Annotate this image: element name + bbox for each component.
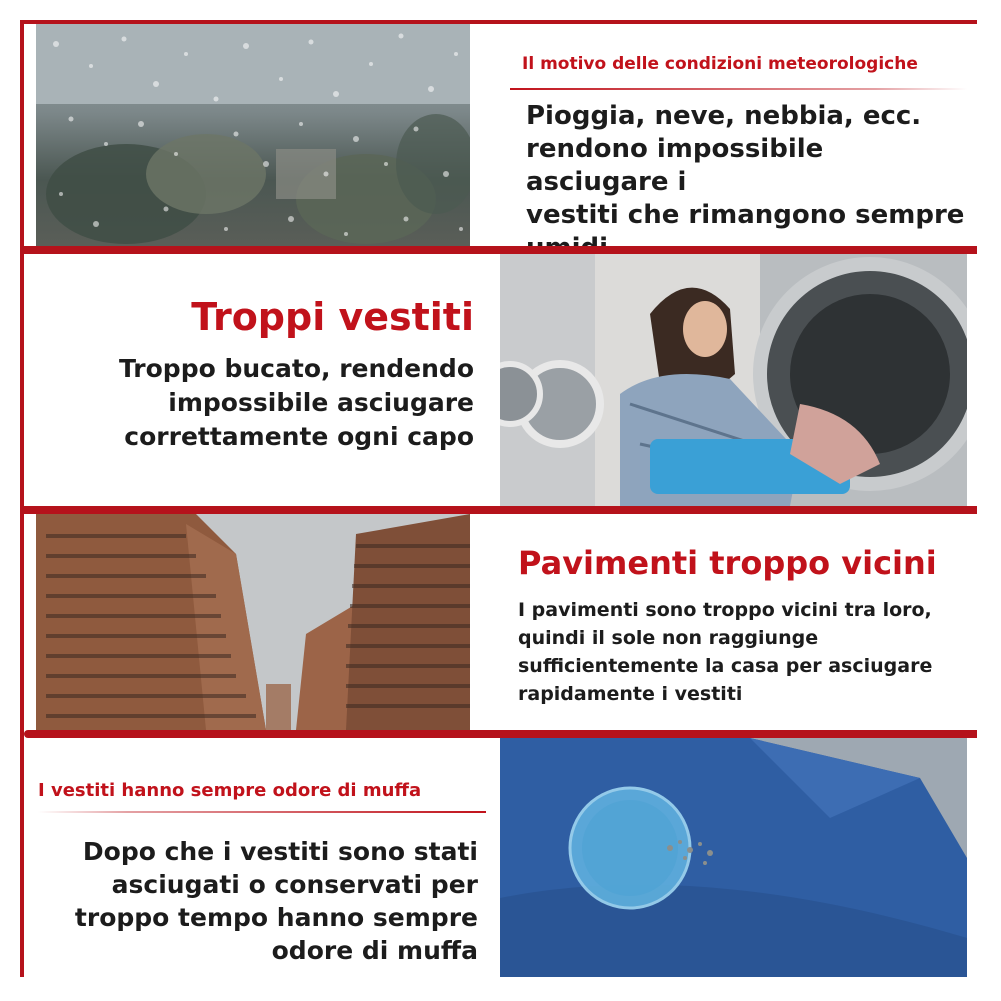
panel-too-many-clothes-title: Troppi vestiti — [191, 295, 474, 339]
panel-mold-smell — [24, 738, 977, 977]
panel-buildings-too-close-text — [494, 514, 977, 730]
body-line: rendono impossibile asciugare i — [526, 134, 824, 197]
body-line: sufficientemente la casa per asciugare — [518, 655, 933, 677]
panel-mold-smell-text — [24, 738, 496, 977]
panel-weather — [24, 24, 977, 246]
panel-separator — [24, 730, 977, 738]
panel-separator — [24, 506, 977, 514]
panel-mold-smell-body — [38, 835, 486, 967]
panel-buildings-too-close-body — [518, 596, 967, 708]
panel-weather-body — [510, 100, 967, 265]
body-line: rapidamente i vestiti — [518, 683, 743, 705]
body-line: correttamente ogni capo — [124, 422, 474, 451]
title-underline — [510, 88, 967, 90]
body-line: asciugati o conservati per — [111, 870, 478, 899]
body-line: Troppo bucato, rendendo — [119, 354, 474, 383]
panel-mold-smell-title: I vestiti hanno sempre odore di muffa — [38, 780, 422, 801]
panel-weather-title: Il motivo delle condizioni meteorologiche — [522, 54, 918, 74]
body-line: impossibile asciugare — [168, 388, 474, 417]
panel-weather-text — [494, 24, 977, 246]
body-line: I pavimenti sono troppo vicini tra loro, — [518, 599, 932, 621]
rain-drops-window-photo — [36, 24, 470, 246]
title-underline — [38, 811, 486, 813]
body-line: vestiti che rimangono sempre — [526, 200, 965, 230]
panel-too-many-clothes-body — [24, 352, 474, 454]
body-line: Pioggia, neve, nebbia, ecc. — [526, 101, 922, 131]
body-line: troppo tempo hanno sempre — [74, 903, 478, 932]
panel-too-many-clothes-text — [24, 254, 494, 506]
woman-laundromat-washing-machine-photo — [500, 254, 967, 506]
blue-cloth-mold-tablet-photo — [500, 738, 967, 977]
panel-too-many-clothes — [24, 254, 977, 506]
panel-separator — [24, 246, 977, 254]
body-line: odore di muffa — [271, 936, 478, 965]
body-line: quindi il sole non raggiunge — [518, 627, 819, 649]
body-line: Dopo che i vestiti sono stati — [82, 837, 478, 866]
panel-buildings-too-close-title: Pavimenti troppo vicini — [518, 544, 937, 582]
high-rise-apartment-buildings-photo — [36, 514, 470, 730]
panel-buildings-too-close — [24, 514, 977, 730]
